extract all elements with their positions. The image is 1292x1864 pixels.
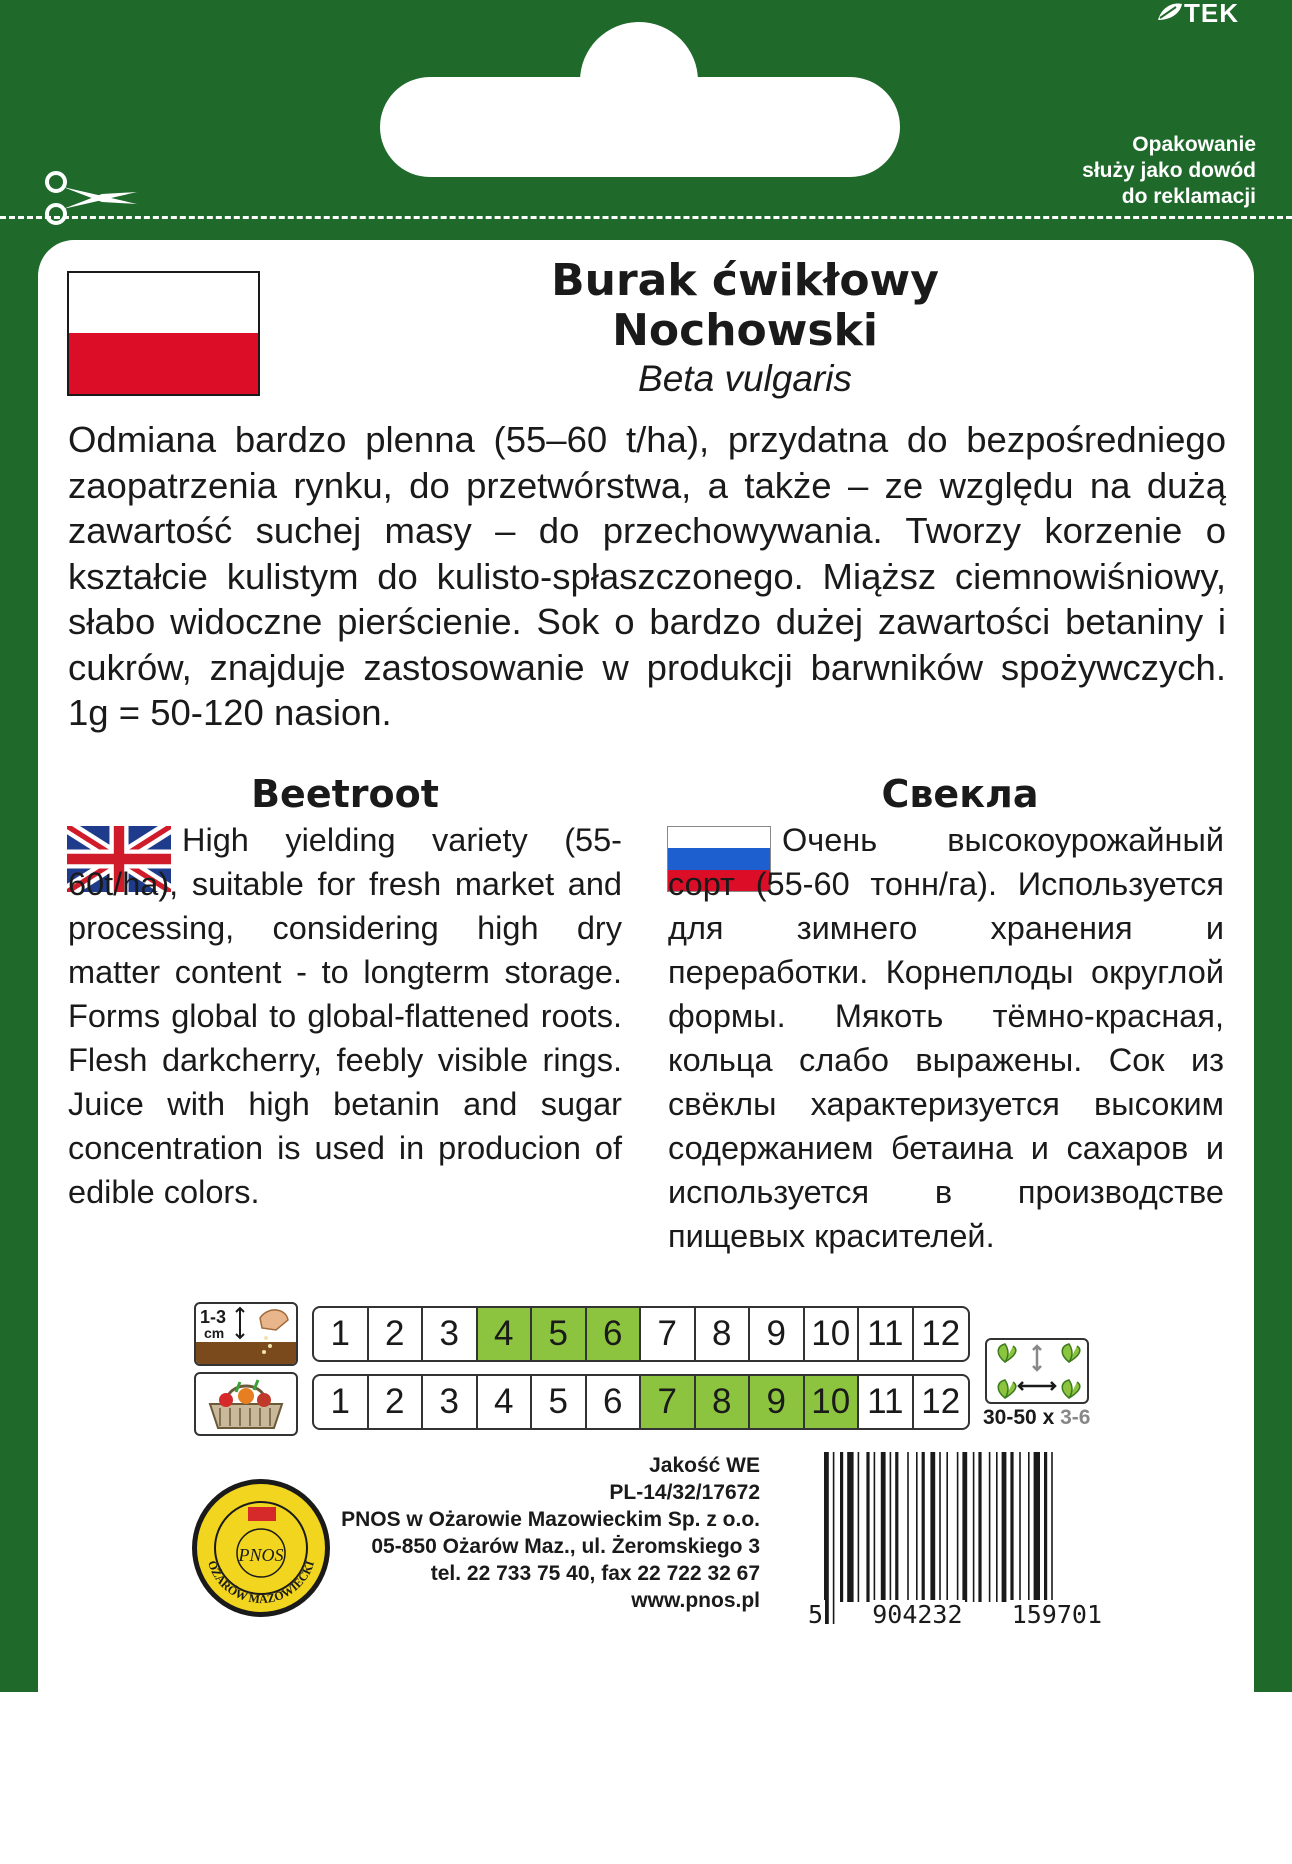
barcode-bar <box>930 1452 935 1602</box>
barcode-bar <box>866 1452 869 1602</box>
company-phone: tel. 22 733 75 40, fax 22 722 32 67 <box>430 1562 760 1585</box>
harvest-month: 12 <box>921 1382 961 1421</box>
barcode-bar <box>1034 1452 1040 1602</box>
barcode-bar <box>895 1452 898 1602</box>
sowing-month: 12 <box>921 1314 961 1353</box>
russian-title: Свекла <box>881 772 1039 816</box>
sowing-depth-value: 1-3 <box>200 1307 227 1327</box>
plant-spacing-icon <box>985 1338 1089 1404</box>
sowing-month: 11 <box>859 1308 914 1360</box>
barcode-bar <box>916 1452 918 1602</box>
barcode-bar <box>1019 1452 1021 1602</box>
barcode-bar <box>973 1452 975 1602</box>
barcode-bar <box>989 1452 991 1602</box>
barcode-digits-left: 904232 <box>872 1600 963 1629</box>
company-seal <box>190 1477 332 1619</box>
barcode-bar <box>962 1452 967 1602</box>
barcode-bar <box>1002 1452 1007 1602</box>
registration-number: PL-14/32/17672 <box>609 1481 760 1504</box>
complaint-note <box>1016 132 1256 210</box>
barcode-bar <box>978 1452 981 1602</box>
barcode-bar <box>1051 1452 1053 1624</box>
barcode-bar <box>847 1452 853 1602</box>
barcode-bar <box>833 1452 835 1624</box>
scissors-icon <box>42 168 142 228</box>
company-address: 05-850 Ożarów Maz., ul. Żeromskiego 3 <box>371 1535 760 1558</box>
sowing-month: 9 <box>750 1308 805 1360</box>
harvest-icon <box>194 1372 298 1436</box>
complaint-note-line: Opakowanie <box>1132 133 1256 156</box>
sowing-month: 3 <box>423 1308 478 1360</box>
company-website: www.pnos.pl <box>631 1589 760 1612</box>
english-title: Beetroot <box>251 772 439 816</box>
barcode-bar <box>907 1452 909 1602</box>
sowing-month: 5 <box>532 1308 587 1360</box>
cut-line <box>0 216 1292 219</box>
product-name: Burak ćwikłowy <box>551 255 939 306</box>
barcode-bar <box>939 1452 941 1624</box>
brand-name: TEK <box>1184 0 1239 28</box>
seal-mark: PNOS <box>238 1545 284 1565</box>
harvest-month: 5 <box>532 1376 587 1428</box>
variety-name: Nochowski <box>612 305 878 356</box>
barcode-bar <box>957 1452 959 1602</box>
barcode-bar <box>1010 1452 1013 1602</box>
leaf-icon <box>1156 2 1184 22</box>
harvest-month: 7 <box>641 1376 696 1428</box>
barcode-bar <box>922 1452 925 1602</box>
sowing-month: 2 <box>369 1308 424 1360</box>
harvest-month: 10 <box>805 1376 860 1428</box>
sowing-month: 4 <box>478 1308 533 1360</box>
quality-label: Jakość WE <box>649 1454 760 1477</box>
sowing-month: 6 <box>587 1308 642 1360</box>
sowing-month: 8 <box>696 1308 751 1360</box>
hang-slot <box>380 77 900 177</box>
harvest-month: 8 <box>696 1376 751 1428</box>
description-polish: Odmiana bardzo plenna (55–60 t/ha), przydatna do bezpośredniego zaopatrzenia rynku, do przetwórstwa, a także – ze względu na dużą zawartość suchej masy – do przechowywania. Tworzy korzenie o kształcie kulistym do kulisto-spłaszczonego. Miąższ ciemnowiśniowy, słabo widoczne pierścienie. Sok o bardzo dużej zawartości betaniny i cukrów, znajduje zastosowanie w produkcji barwników spożywczych. 1g = 50-120 nasion. <box>68 419 1226 733</box>
barcode-bar <box>824 1452 829 1624</box>
company-info <box>320 1452 760 1614</box>
barcode-bar <box>874 1452 876 1602</box>
barcode-bar <box>881 1452 886 1602</box>
sowing-month: 7 <box>641 1308 696 1360</box>
description-english: High yielding variety (55-60t/ha), suitable for fresh market and processing, considering high dry matter content - to longterm storage. Forms global to global-flattened roots. Flesh darkcherry, feebly visible rings. Juice with high betanin and sugar concentration is used in producion of edible colors. <box>68 822 622 1210</box>
barcode-digit-first: 5 <box>808 1600 824 1629</box>
complaint-note-line: służy jako dowód <box>1082 159 1256 182</box>
latin-name: Beta vulgaris <box>638 358 852 399</box>
harvest-month: 6 <box>587 1376 642 1428</box>
poland-flag <box>67 271 260 396</box>
sowing-month: 1 <box>314 1308 369 1360</box>
barcode-bar <box>946 1452 948 1624</box>
barcode-bar <box>890 1452 892 1602</box>
row-spacing: 30-50 <box>983 1406 1037 1429</box>
sowing-depth-unit: cm <box>204 1325 225 1341</box>
harvest-month: 4 <box>478 1376 533 1428</box>
harvest-month: 3 <box>423 1376 478 1428</box>
barcode-digits-right: 159701 <box>1011 1600 1102 1629</box>
spacing-diagram-icon <box>987 1340 1087 1402</box>
barcode-bar <box>996 1452 998 1602</box>
seal-ring-text: OŻARÓW MAZOWIECKI <box>204 1558 318 1607</box>
spacing-label <box>983 1406 1090 1430</box>
sowing-icon <box>194 1302 298 1366</box>
sowing-month: 10 <box>805 1308 860 1360</box>
sowing-months <box>312 1306 970 1362</box>
barcode-bar <box>1028 1452 1030 1602</box>
harvest-month: 9 <box>750 1376 805 1428</box>
barcode-bar <box>858 1452 860 1602</box>
barcode <box>820 1452 1102 1624</box>
product-title <box>500 256 990 356</box>
spacing-separator: x <box>1042 1406 1055 1429</box>
harvest-months <box>312 1374 970 1430</box>
barcode-bar <box>1044 1452 1047 1624</box>
complaint-note-line: do reklamacji <box>1121 185 1256 208</box>
barcode-bar <box>840 1452 843 1602</box>
brand-logo <box>1156 0 1239 29</box>
barcode-number <box>806 1600 1104 1629</box>
harvest-month: 11 <box>859 1376 914 1428</box>
harvest-month: 1 <box>314 1376 369 1428</box>
plant-spacing: 3-6 <box>1060 1406 1091 1429</box>
description-russian: Очень высокоурожайный сорт (55-60 тонн/га). Используется для зимнего хранения и переработки. Корнеплоды округлой формы. Мякоть тёмно-красная, кольца слабо выражены. Сок из свёклы характеризуется высоким содержанием бетаина и сахаров и используется в производстве пищевых красителей. <box>668 822 1224 1254</box>
harvest-month: 2 <box>369 1376 424 1428</box>
sowing-depth-icon <box>196 1304 296 1364</box>
company-name: PNOS w Ożarowie Mazowieckim Sp. z o.o. <box>341 1508 760 1531</box>
basket-icon <box>196 1374 296 1434</box>
